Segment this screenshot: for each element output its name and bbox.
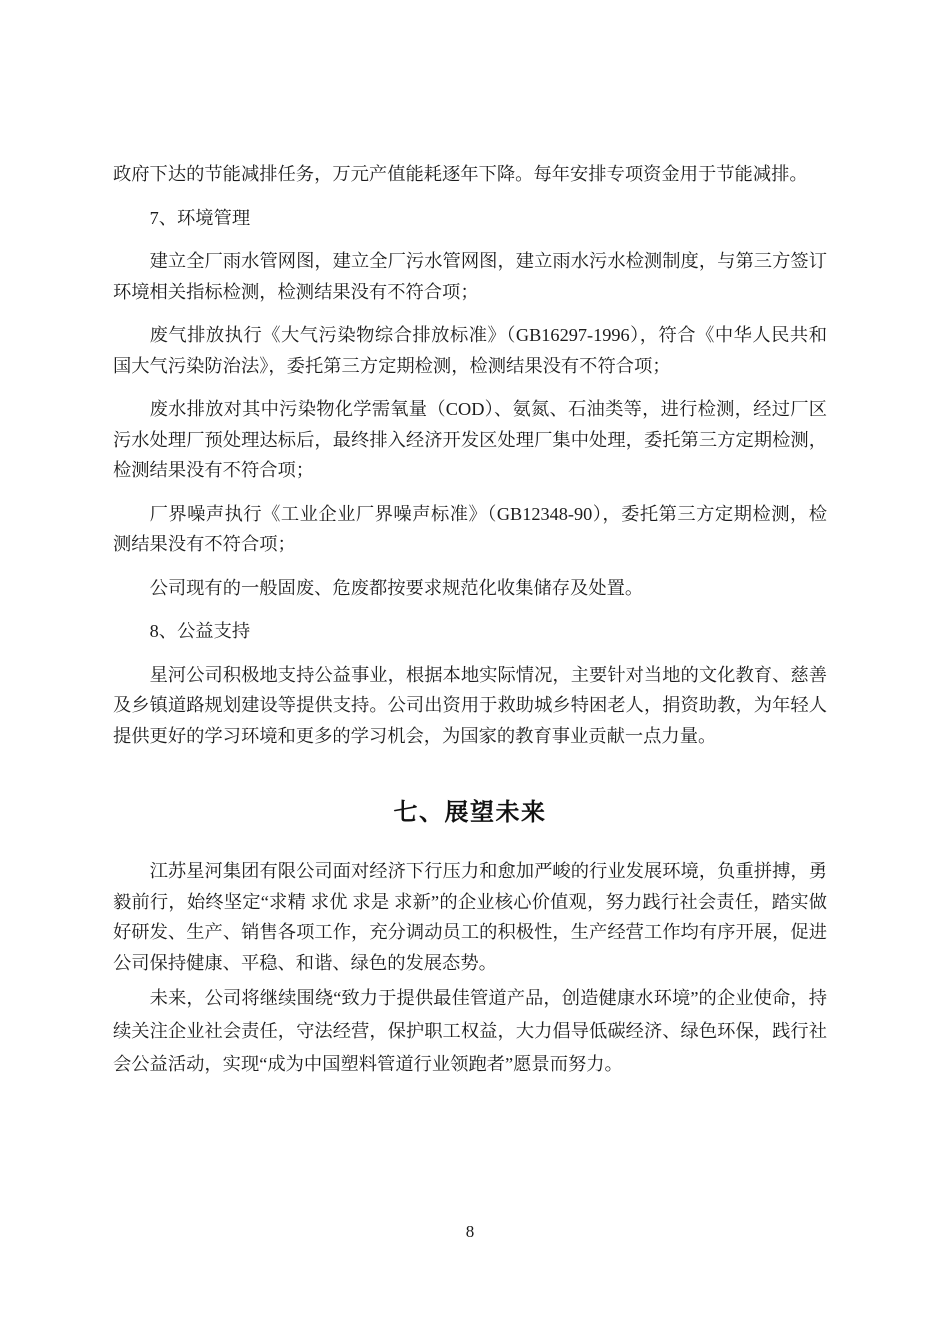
paragraph-energy-saving: 政府下达的节能减排任务，万元产值能耗逐年下降。每年安排专项资金用于节能减排。 bbox=[113, 164, 808, 184]
page-body bbox=[113, 159, 827, 1081]
page-number: 8 bbox=[465, 1222, 475, 1241]
subheading-environment-management: 7、环境管理 bbox=[149, 207, 251, 228]
subheading-public-welfare: 8、公益支持 bbox=[149, 621, 251, 641]
paragraph-wastewater-treatment: 废水排放对其中污染物化学需氧量（COD）、氨氮、石油类等，进行检测，经过厂区污水处理厂预处理达标后，最终排入经济开发区处理厂集中处理，委托第三方定期检测，检测结果没有不符合项； bbox=[113, 399, 827, 480]
paragraph-pipe-network-monitoring: 建立全厂雨水管网图，建立全厂污水管网图，建立雨水污水检测制度，与第三方签订环境相关指标检测，检测结果没有不符合项； bbox=[113, 251, 827, 302]
paragraph-solid-waste: 公司现有的一般固废、危废都按要求规范化收集储存及处置。 bbox=[149, 577, 644, 598]
paragraph-exhaust-gas-emission: 废气排放执行《大气污染物综合排放标准》（GB16297-1996），符合《中华人民共和国大气污染防治法》，委托第三方定期检测，检测结果没有不符合项； bbox=[113, 325, 827, 376]
paragraph-factory-noise: 厂界噪声执行《工业企业厂界噪声标准》（GB12348-90），委托第三方定期检测，检测结果没有不符合项； bbox=[113, 503, 827, 554]
paragraph-future-mission: 未来，公司将继续围绕“致力于提供最佳管道产品，创造健康水环境”的企业使命，持续关注企业社会责任，守法经营，保护职工权益，大力倡导低碳经济、绿色环保，践行社会公益活动，实现“成为中国塑料管道行业领跑者”愿景而努力。 bbox=[113, 988, 827, 1074]
paragraph-company-outlook: 江苏星河集团有限公司面对经济下行压力和愈加严峻的行业发展环境，负重拼搏，勇毅前行，始终坚定“求精 求优 求是 求新”的企业核心价值观，努力践行社会责任，踏实做好研发、生产、销售各项工作，充分调动员工的积极性，生产经营工作均有序开展，促进公司保持健康、平稳、和谐、绿色的发展态势。 bbox=[113, 861, 827, 973]
section-heading-future-outlook: 七、展望未来 bbox=[393, 798, 547, 826]
page-footer bbox=[113, 1221, 827, 1243]
paragraph-welfare-support: 星河公司积极地支持公益事业，根据本地实际情况，主要针对当地的文化教育、慈善及乡镇道路规划建设等提供支持。公司出资用于救助城乡特困老人，捐资助教，为年轻人提供更好的学习环境和更多的学习机会，为国家的教育事业贡献一点力量。 bbox=[113, 664, 827, 746]
